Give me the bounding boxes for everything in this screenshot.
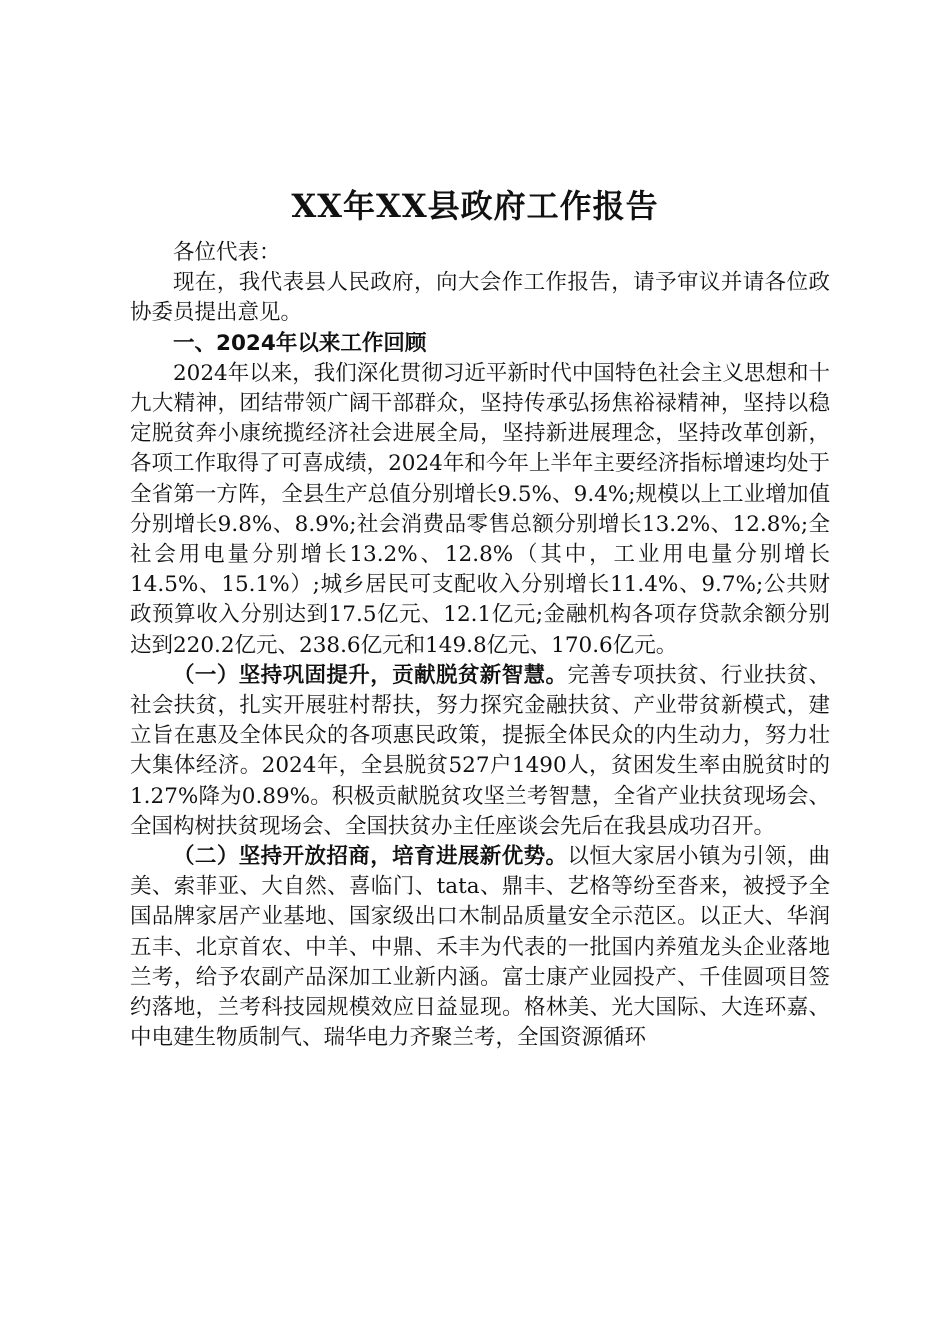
subsection-lead-2: （二）坚持开放招商，培育进展新优势。 <box>173 844 568 870</box>
subsection-text-2: 以恒大家居小镇为引领，曲美、索菲亚、大自然、喜临门、tata、鼎丰、艺格等纷至沓来，被授予全国品牌家居产业基地、国家级出口木制品质量安全示范区。以正大、华润五丰、北京首农、中羊、中鼎、禾丰为代表的一批国内养殖龙头企业落地兰考，给予农副产品深加工业新内涵。富士康产业园投产、千佳圆项目签约落地，兰考科技园规模效应日益显现。格林美、光大国际、大连环嘉、中电建生物质制气、瑞华电力齐聚兰考，全国资源循环 <box>130 844 830 1051</box>
document-title: XX年XX县政府工作报告 <box>291 187 659 225</box>
section-paragraph: 2024年以来，我们深化贯彻习近平新时代中国特色社会主义思想和十九大精神，团结带领广阔干部群众，坚持传承弘扬焦裕禄精神，坚持以稳定脱贫奔小康统揽经济社会进展全局，坚持新进展理念，坚持改革创新，各项工作取得了可喜成绩，2024年和今年上半年主要经济指标增速均处于全省第一方阵，全县生产总值分别增长9.5%、9.4%;规模以上工业增加值分别增长9.8%、8.9%;社会消费品零售总额分别增长13.2%、12.8%;全社会用电量分别增长13.2%、12.8%（其中，工业用电量分别增长14.5%、15.1%）;城乡居民可支配收入分别增长11.4%、9.7%;公共财政预算收入分别达到17.5亿元、12.1亿元;金融机构各项存贷款余额分别达到220.2亿元、238.6亿元和149.8亿元、170.6亿元。 <box>130 360 830 658</box>
intro-paragraph: 现在，我代表县人民政府，向大会作工作报告，请予审议并请各位政协委员提出意见。 <box>130 270 830 326</box>
subsection-lead-1: （一）坚持巩固提升，贡献脱贫新智慧。 <box>173 662 568 688</box>
salutation: 各位代表： <box>173 240 281 265</box>
subsection-paragraph-2 <box>130 842 830 1053</box>
subsection-text-1: 完善专项扶贫、行业扶贫、社会扶贫，扎实开展驻村帮扶，努力探究金融扶贫、产业带贫新模式，建立旨在惠及全体民众的各项惠民政策，提振全体民众的内生动力，努力壮大集体经济。2024年，全县脱贫527户1490人，贫困发生率由脱贫时的1.27%降为0.89%。积极贡献脱贫攻坚兰考智慧，全省产业扶贫现场会、全国构树扶贫现场会、全国扶贫办主任座谈会先后在我县成功召开。 <box>130 662 830 839</box>
section-heading: 一、2024年以来工作回顾 <box>173 330 427 356</box>
document-body <box>130 238 830 1053</box>
subsection-paragraph-1 <box>130 661 830 842</box>
